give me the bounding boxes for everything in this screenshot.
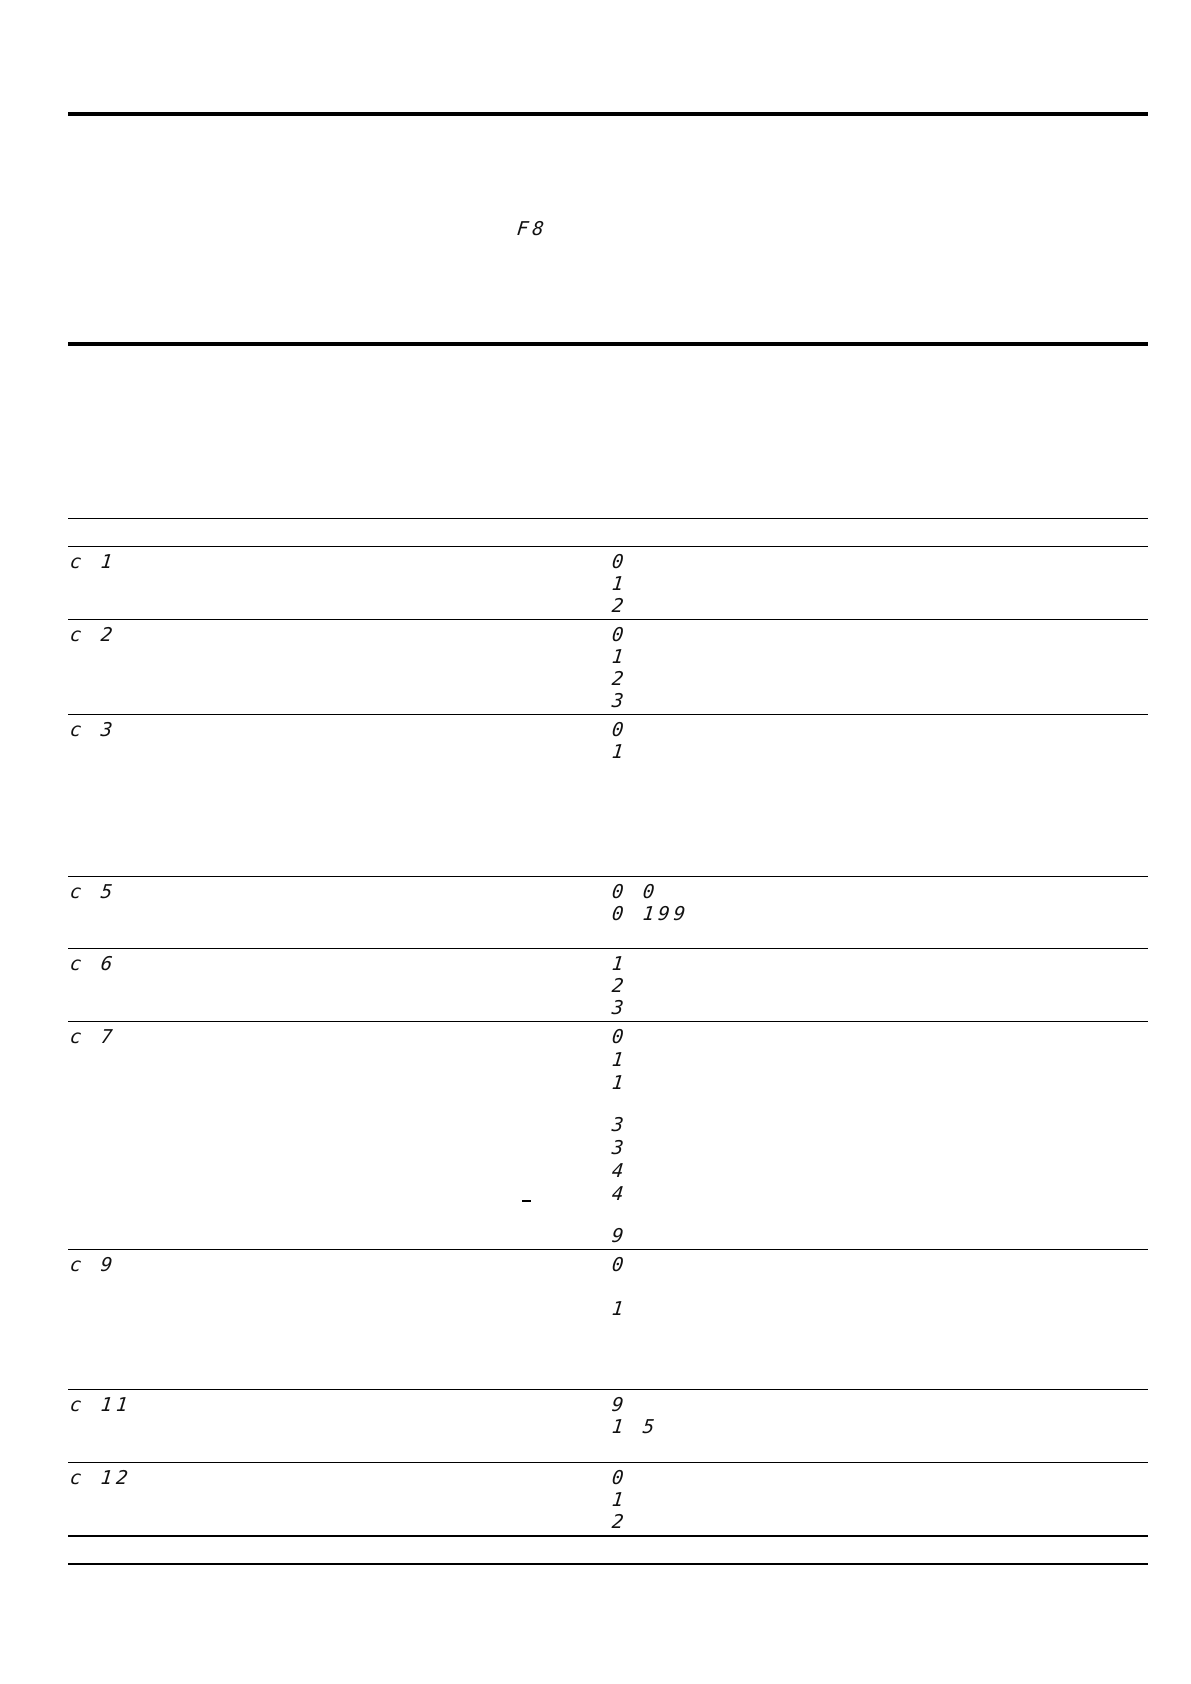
setting-code-c1: c 1 xyxy=(68,551,118,573)
setting-value: 2 xyxy=(610,1511,629,1533)
setting-value: 1 xyxy=(610,573,629,595)
setting-value: 2 xyxy=(610,975,629,997)
setting-value: 0 0 xyxy=(610,881,660,903)
table-top-border xyxy=(68,518,1148,519)
setting-values-c1 xyxy=(612,551,627,617)
table-row-divider xyxy=(68,948,1148,949)
setting-value: 1 xyxy=(610,953,629,975)
section-divider-top xyxy=(68,112,1148,116)
setting-values-c3 xyxy=(612,719,627,763)
setting-code-c3: c 3 xyxy=(68,719,118,741)
setting-value: 1 xyxy=(610,1489,629,1511)
setting-value: 4 xyxy=(610,1183,629,1205)
setting-value: 3 xyxy=(610,997,629,1019)
setting-value: 2 xyxy=(610,595,629,617)
setting-value: 2 xyxy=(610,668,629,690)
table-row-divider xyxy=(68,714,1148,715)
setting-value: 3 xyxy=(610,1114,629,1136)
setting-value: 0 xyxy=(610,1467,629,1489)
setting-value: 9 xyxy=(610,1225,629,1247)
setting-value: 1 xyxy=(610,646,629,668)
setting-value: 0 xyxy=(610,719,629,741)
setting-values-c2 xyxy=(612,624,627,712)
setting-value: 1 xyxy=(610,741,629,763)
setting-value: 0 xyxy=(610,551,629,573)
table-row-divider xyxy=(68,1462,1148,1463)
dash-mark xyxy=(522,1200,531,1202)
setting-value: 0 xyxy=(610,624,629,646)
setting-value: 9 xyxy=(610,1394,629,1416)
table-row-divider xyxy=(68,876,1148,877)
setting-values-c6 xyxy=(612,953,627,1019)
setting-code-c6: c 6 xyxy=(68,953,118,975)
setting-values-c5 xyxy=(612,881,689,925)
table-bottom-border xyxy=(68,1535,1148,1537)
setting-value: 1 xyxy=(610,1072,629,1094)
table-header-border xyxy=(68,546,1148,547)
table-row-divider xyxy=(68,619,1148,620)
setting-value: 0 xyxy=(610,1026,629,1048)
setting-code-c11: c 11 xyxy=(68,1394,133,1416)
setting-value: 1 xyxy=(610,1298,629,1320)
setting-value: 0 199 xyxy=(610,903,691,925)
table-row-divider xyxy=(68,1249,1148,1250)
setting-value: 3 xyxy=(610,1137,629,1159)
setting-values-c11 xyxy=(612,1394,658,1438)
setting-values-c12 xyxy=(612,1467,627,1533)
error-code-display: F8 xyxy=(515,218,550,240)
setting-value: 1 xyxy=(610,1049,629,1071)
table-row-divider xyxy=(68,1021,1148,1022)
setting-code-c12: c 12 xyxy=(68,1467,133,1489)
setting-value: 3 xyxy=(610,690,629,712)
table-row-divider xyxy=(68,1389,1148,1390)
setting-code-c2: c 2 xyxy=(68,624,118,646)
setting-code-c9: c 9 xyxy=(68,1254,118,1276)
setting-value: 1 5 xyxy=(610,1416,660,1438)
section-divider-middle xyxy=(68,342,1148,346)
setting-code-c7: c 7 xyxy=(68,1026,118,1048)
table-footer-border xyxy=(68,1563,1148,1565)
setting-value: 4 xyxy=(610,1160,629,1182)
setting-code-c5: c 5 xyxy=(68,881,118,903)
setting-value: 0 xyxy=(610,1254,629,1276)
